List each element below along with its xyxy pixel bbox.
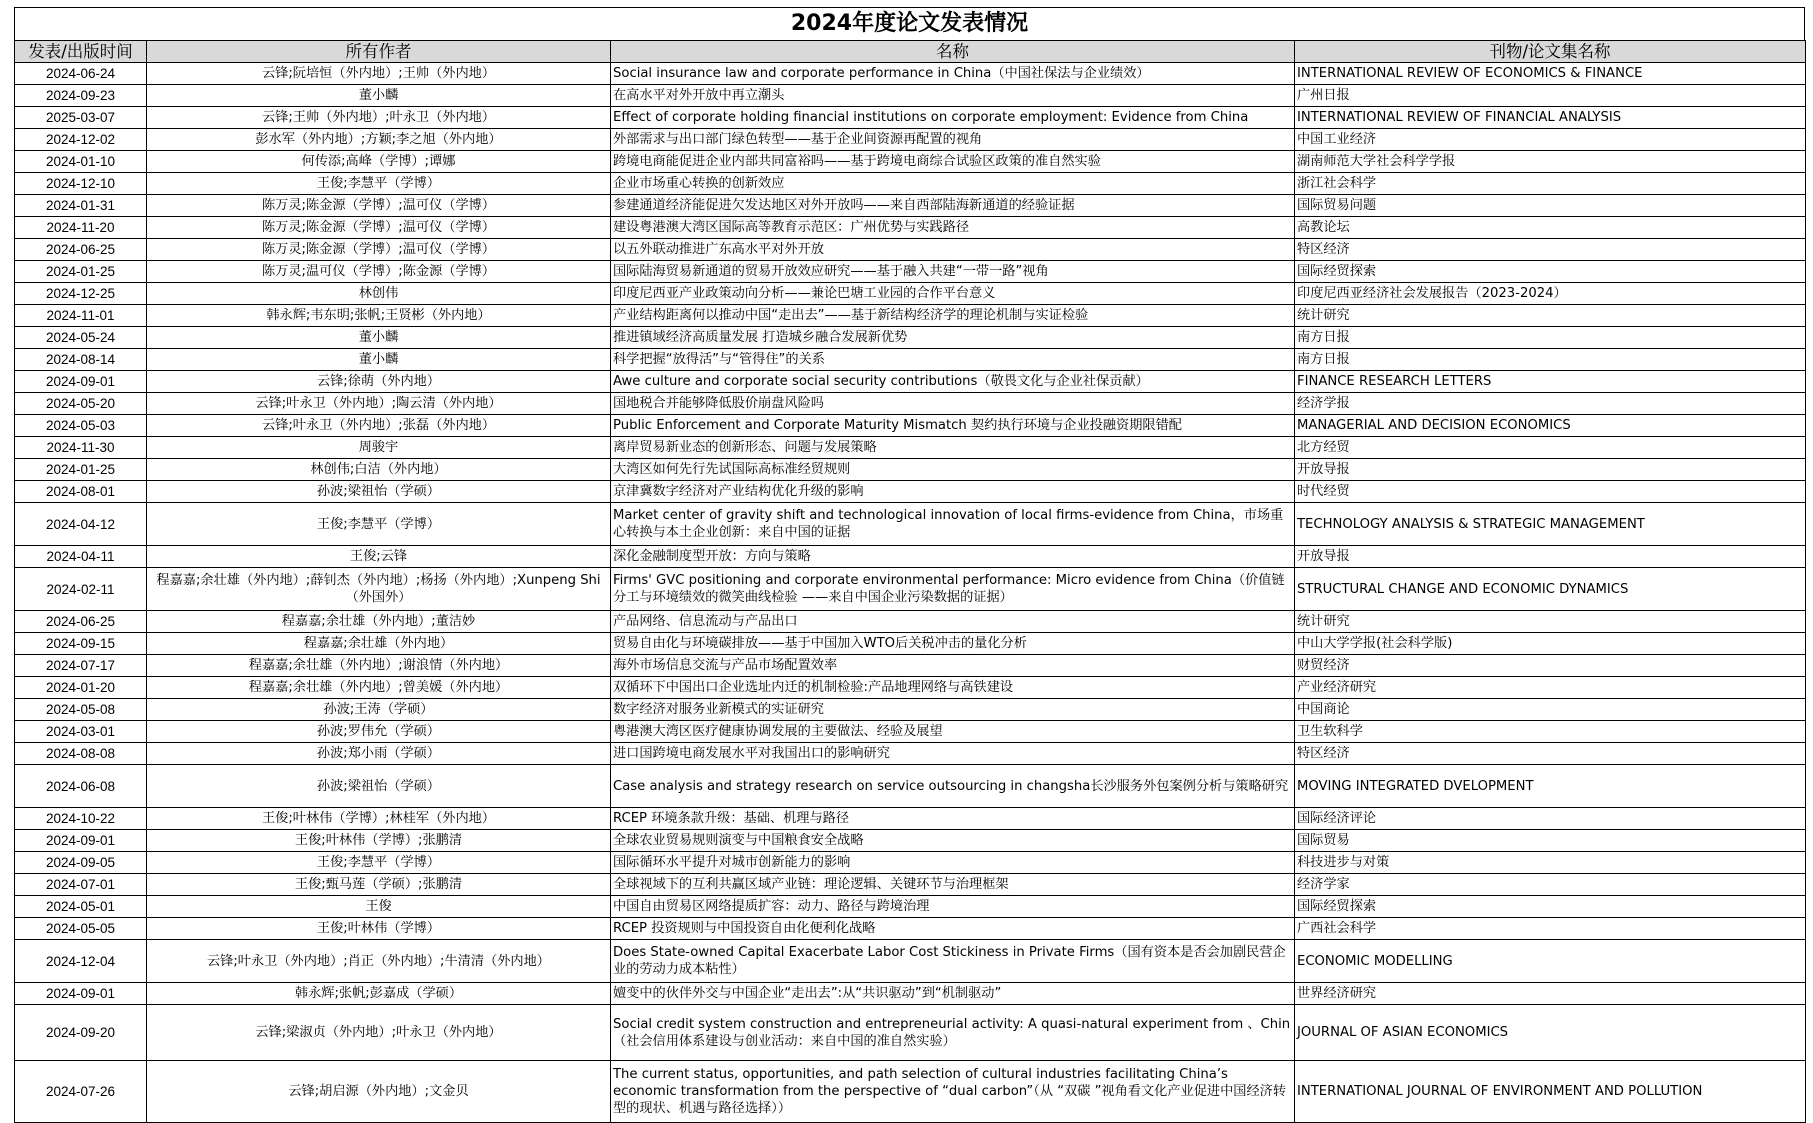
cell-date[interactable]: 2024-09-15 <box>15 633 147 655</box>
cell-authors[interactable]: 林创伟 <box>147 283 611 305</box>
table-row <box>15 918 1806 940</box>
cell-name[interactable]: 粤港澳大湾区医疗健康协调发展的主要做法、经验及展望 <box>611 721 1295 743</box>
cell-publication[interactable]: 南方日报 <box>1295 349 1806 371</box>
cell-authors[interactable]: 韩永辉;韦东明;张帆;王贤彬（外内地） <box>147 305 611 327</box>
table-body <box>15 63 1806 1123</box>
cell-date[interactable]: 2024-11-01 <box>15 305 147 327</box>
cell-authors[interactable]: 孙波;梁祖怡（学硕） <box>147 481 611 503</box>
cell-authors[interactable]: 云锋;梁淑贞（外内地）;叶永卫（外内地） <box>147 1005 611 1061</box>
cell-authors[interactable]: 云锋;叶永卫（外内地）;张磊（外内地） <box>147 415 611 437</box>
cell-publication[interactable]: 广西社会科学 <box>1295 918 1806 940</box>
cell-publication[interactable]: 产业经济研究 <box>1295 677 1806 699</box>
cell-name[interactable]: 推进镇域经济高质量发展 打造城乡融合发展新优势 <box>611 327 1295 349</box>
cell-name[interactable]: 以五外联动推进广东高水平对外开放 <box>611 239 1295 261</box>
header-row <box>15 41 1806 63</box>
cell-publication[interactable]: MOVING INTEGRATED DVELOPMENT <box>1295 765 1806 808</box>
table-row <box>15 371 1806 393</box>
cell-date[interactable]: 2024-05-03 <box>15 415 147 437</box>
table-row <box>15 611 1806 633</box>
cell-publication[interactable]: 开放导报 <box>1295 459 1806 481</box>
cell-name[interactable]: 企业市场重心转换的创新效应 <box>611 173 1295 195</box>
cell-name[interactable]: 海外市场信息交流与产品市场配置效率 <box>611 655 1295 677</box>
table-row <box>15 940 1806 983</box>
cell-date[interactable]: 2024-09-05 <box>15 852 147 874</box>
cell-date[interactable]: 2024-12-04 <box>15 940 147 983</box>
cell-date[interactable]: 2024-05-20 <box>15 393 147 415</box>
cell-authors[interactable]: 彭水军（外内地）;方颖;李之旭（外内地） <box>147 129 611 151</box>
cell-name[interactable]: 全球农业贸易规则演变与中国粮食安全战略 <box>611 830 1295 852</box>
cell-authors[interactable]: 林创伟;白洁（外内地） <box>147 459 611 481</box>
cell-name[interactable]: Public Enforcement and Corporate Maturity Mismatch 契约执行环境与企业投融资期限错配 <box>611 415 1295 437</box>
cell-name[interactable]: 双循环下中国出口企业选址内迁的机制检验:产品地理网络与高铁建设 <box>611 677 1295 699</box>
cell-date[interactable]: 2024-12-10 <box>15 173 147 195</box>
cell-name[interactable]: 印度尼西亚产业政策动向分析——兼论巴塘工业园的合作平台意义 <box>611 283 1295 305</box>
cell-authors[interactable]: 陈万灵;陈金源（学博）;温可仪（学博） <box>147 217 611 239</box>
table-row <box>15 503 1806 546</box>
cell-date[interactable]: 2024-06-25 <box>15 239 147 261</box>
cell-publication[interactable]: 广州日报 <box>1295 85 1806 107</box>
cell-publication[interactable]: 卫生软科学 <box>1295 721 1806 743</box>
cell-date[interactable]: 2024-09-01 <box>15 830 147 852</box>
cell-date[interactable]: 2024-12-25 <box>15 283 147 305</box>
sheet-title: 2024年度论文发表情况 <box>14 7 1805 40</box>
cell-name[interactable]: 进口国跨境电商发展水平对我国出口的影响研究 <box>611 743 1295 765</box>
cell-publication[interactable]: INTERNATIONAL REVIEW OF FINANCIAL ANALYSIS <box>1295 107 1806 129</box>
table-row <box>15 743 1806 765</box>
spreadsheet <box>14 7 1805 1123</box>
cell-name[interactable]: 建设粤港澳大湾区国际高等教育示范区：广州优势与实践路径 <box>611 217 1295 239</box>
table-row <box>15 151 1806 173</box>
cell-name[interactable]: Firms' GVC positioning and corporate environmental performance: Micro evidence from China（价值链分工与环境绩效的微笑曲线检验 ——来自中国企业污染数据的证据） <box>611 568 1295 611</box>
cell-name[interactable]: 嬗变中的伙伴外交与中国企业“走出去”:从“共识驱动”到“机制驱动” <box>611 983 1295 1005</box>
cell-publication[interactable]: 浙江社会科学 <box>1295 173 1806 195</box>
cell-name[interactable]: Effect of corporate holding financial institutions on corporate employment: Evidence from China <box>611 107 1295 129</box>
cell-publication[interactable]: 统计研究 <box>1295 611 1806 633</box>
cell-date[interactable]: 2024-11-30 <box>15 437 147 459</box>
cell-authors[interactable]: 程嘉嘉;余壮雄（外内地）;董洁妙 <box>147 611 611 633</box>
cell-name[interactable]: 京津冀数字经济对产业结构优化升级的影响 <box>611 481 1295 503</box>
cell-name[interactable]: 深化金融制度型开放：方向与策略 <box>611 546 1295 568</box>
cell-publication[interactable]: TECHNOLOGY ANALYSIS & STRATEGIC MANAGEMENT <box>1295 503 1806 546</box>
cell-authors[interactable]: 王俊;叶林伟（学博） <box>147 918 611 940</box>
cell-name[interactable]: The current status, opportunities, and path selection of cultural industries facilitating China’s economic transformation from the perspective of “dual carbon”（从 “双碳 ”视角看文化产业促进中国经济转型的现状、机遇与路径选择）） <box>611 1061 1295 1123</box>
cell-authors[interactable]: 王俊 <box>147 896 611 918</box>
cell-authors[interactable]: 王俊;云锋 <box>147 546 611 568</box>
table-row <box>15 699 1806 721</box>
cell-date[interactable]: 2024-09-20 <box>15 1005 147 1061</box>
table-row <box>15 437 1806 459</box>
cell-name[interactable]: Awe culture and corporate social security contributions（敬畏文化与企业社保贡献） <box>611 371 1295 393</box>
cell-date[interactable]: 2024-05-01 <box>15 896 147 918</box>
cell-publication[interactable]: 经济学报 <box>1295 393 1806 415</box>
table-row <box>15 983 1806 1005</box>
table-row <box>15 677 1806 699</box>
cell-authors[interactable]: 王俊;叶林伟（学博）;林桂军（外内地） <box>147 808 611 830</box>
cell-name[interactable]: 跨境电商能促进企业内部共同富裕吗——基于跨境电商综合试验区政策的准自然实验 <box>611 151 1295 173</box>
cell-publication[interactable]: STRUCTURAL CHANGE AND ECONOMIC DYNAMICS <box>1295 568 1806 611</box>
cell-name[interactable]: Does State-owned Capital Exacerbate Labor Cost Stickiness in Private Firms（国有资本是否会加剧民营企业的劳动力成本粘性） <box>611 940 1295 983</box>
cell-name[interactable]: 中国自由贸易区网络提质扩容：动力、路径与跨境治理 <box>611 896 1295 918</box>
table-row <box>15 327 1806 349</box>
cell-date[interactable]: 2024-04-12 <box>15 503 147 546</box>
table-row <box>15 1005 1806 1061</box>
cell-name[interactable]: Social credit system construction and entrepreneurial activity: A quasi-natural experiment from 、Chin（社会信用体系建设与创业活动：来自中国的准自然实验） <box>611 1005 1295 1061</box>
cell-authors[interactable]: 程嘉嘉;余壮雄（外内地）;谢浪情（外内地） <box>147 655 611 677</box>
table-row <box>15 129 1806 151</box>
cell-authors[interactable]: 陈万灵;陈金源（学博）;温可仪（学博） <box>147 239 611 261</box>
cell-name[interactable]: 贸易自由化与环境碳排放——基于中国加入WTO后关税冲击的量化分析 <box>611 633 1295 655</box>
cell-authors[interactable]: 何传添;高峰（学博）;谭娜 <box>147 151 611 173</box>
table-row <box>15 896 1806 918</box>
table-row <box>15 239 1806 261</box>
cell-authors[interactable]: 董小麟 <box>147 327 611 349</box>
cell-authors[interactable]: 董小麟 <box>147 349 611 371</box>
cell-publication[interactable]: ECONOMIC MODELLING <box>1295 940 1806 983</box>
cell-publication[interactable]: 北方经贸 <box>1295 437 1806 459</box>
cell-publication[interactable]: INTERNATIONAL REVIEW OF ECONOMICS & FINANCE <box>1295 63 1806 85</box>
table-row <box>15 568 1806 611</box>
cell-name[interactable]: 产业结构距离何以推动中国“走出去”——基于新结构经济学的理论机制与实证检验 <box>611 305 1295 327</box>
cell-publication[interactable]: 湖南师范大学社会科学学报 <box>1295 151 1806 173</box>
cell-publication[interactable]: 高教论坛 <box>1295 217 1806 239</box>
cell-date[interactable]: 2024-05-08 <box>15 699 147 721</box>
cell-publication[interactable]: 国际经贸探索 <box>1295 261 1806 283</box>
table-row <box>15 830 1806 852</box>
cell-authors[interactable]: 程嘉嘉;余壮雄（外内地）;曾美媛（外内地） <box>147 677 611 699</box>
cell-name[interactable]: Market center of gravity shift and technological innovation of local firms-evidence from China，市场重心转换与本土企业创新：来自中国的证据 <box>611 503 1295 546</box>
cell-date[interactable]: 2024-02-11 <box>15 568 147 611</box>
table-row <box>15 173 1806 195</box>
cell-authors[interactable]: 云锋;徐萌（外内地） <box>147 371 611 393</box>
cell-publication[interactable]: 科技进步与对策 <box>1295 852 1806 874</box>
cell-publication[interactable]: 国际经济评论 <box>1295 808 1806 830</box>
cell-date[interactable]: 2024-03-01 <box>15 721 147 743</box>
table-row <box>15 765 1806 808</box>
table-row <box>15 393 1806 415</box>
table-row <box>15 481 1806 503</box>
cell-name[interactable]: 在高水平对外开放中再立潮头 <box>611 85 1295 107</box>
table-row <box>15 349 1806 371</box>
table-row <box>15 874 1806 896</box>
cell-date[interactable]: 2024-09-01 <box>15 371 147 393</box>
cell-publication[interactable]: 国际贸易 <box>1295 830 1806 852</box>
cell-name[interactable]: 国地税合并能够降低股价崩盘风险吗 <box>611 393 1295 415</box>
table-row <box>15 633 1806 655</box>
cell-publication[interactable]: 经济学家 <box>1295 874 1806 896</box>
header-publication[interactable]: 刊物/论文集名称 <box>1295 41 1806 63</box>
table-row <box>15 1061 1806 1123</box>
table-row <box>15 655 1806 677</box>
table-row <box>15 305 1806 327</box>
cell-date[interactable]: 2024-08-08 <box>15 743 147 765</box>
cell-publication[interactable]: 印度尼西亚经济社会发展报告（2023-2024） <box>1295 283 1806 305</box>
cell-publication[interactable]: 特区经济 <box>1295 239 1806 261</box>
cell-date[interactable]: 2024-01-25 <box>15 459 147 481</box>
cell-date[interactable]: 2024-07-26 <box>15 1061 147 1123</box>
cell-date[interactable]: 2024-09-01 <box>15 983 147 1005</box>
cell-date[interactable]: 2024-01-25 <box>15 261 147 283</box>
cell-name[interactable]: 参建通道经济能促进欠发达地区对外开放吗——来自西部陆海新通道的经验证据 <box>611 195 1295 217</box>
cell-publication[interactable]: 南方日报 <box>1295 327 1806 349</box>
cell-publication[interactable]: 国际经贸探索 <box>1295 896 1806 918</box>
cell-date[interactable]: 2024-07-01 <box>15 874 147 896</box>
cell-date[interactable]: 2024-01-20 <box>15 677 147 699</box>
cell-publication[interactable]: 统计研究 <box>1295 305 1806 327</box>
cell-publication[interactable]: 时代经贸 <box>1295 481 1806 503</box>
cell-name[interactable]: RCEP 投资规则与中国投资自由化便利化战略 <box>611 918 1295 940</box>
cell-authors[interactable]: 周骏宇 <box>147 437 611 459</box>
cell-publication[interactable]: 特区经济 <box>1295 743 1806 765</box>
cell-date[interactable]: 2024-05-24 <box>15 327 147 349</box>
cell-date[interactable]: 2024-06-08 <box>15 765 147 808</box>
cell-publication[interactable]: FINANCE RESEARCH LETTERS <box>1295 371 1806 393</box>
cell-date[interactable]: 2024-06-24 <box>15 63 147 85</box>
cell-date[interactable]: 2024-04-11 <box>15 546 147 568</box>
table-row <box>15 283 1806 305</box>
cell-date[interactable]: 2024-05-05 <box>15 918 147 940</box>
cell-date[interactable]: 2024-01-10 <box>15 151 147 173</box>
papers-table <box>14 40 1806 1123</box>
cell-publication[interactable]: 中山大学学报(社会科学版) <box>1295 633 1806 655</box>
cell-date[interactable]: 2024-11-20 <box>15 217 147 239</box>
table-row <box>15 852 1806 874</box>
cell-authors[interactable]: 王俊;李慧平（学博） <box>147 852 611 874</box>
cell-publication[interactable]: 开放导报 <box>1295 546 1806 568</box>
cell-authors[interactable]: 王俊;李慧平（学博） <box>147 503 611 546</box>
cell-date[interactable]: 2024-12-02 <box>15 129 147 151</box>
cell-authors[interactable]: 云锋;叶永卫（外内地）;肖正（外内地）;牛清清（外内地） <box>147 940 611 983</box>
cell-name[interactable]: 全球视域下的互利共赢区域产业链：理论逻辑、关键环节与治理框架 <box>611 874 1295 896</box>
cell-publication[interactable]: 财贸经济 <box>1295 655 1806 677</box>
cell-authors[interactable]: 孙波;罗伟允（学硕） <box>147 721 611 743</box>
cell-name[interactable]: 科学把握“放得活”与“管得住”的关系 <box>611 349 1295 371</box>
table-row <box>15 107 1806 129</box>
cell-authors[interactable]: 王俊;甄马莲（学硕）;张鹏清 <box>147 874 611 896</box>
cell-name[interactable]: Case analysis and strategy research on service outsourcing in changsha长沙服务外包案例分析与策略研究 <box>611 765 1295 808</box>
table-row <box>15 261 1806 283</box>
cell-authors[interactable]: 云锋;王帅（外内地）;叶永卫（外内地） <box>147 107 611 129</box>
cell-authors[interactable]: 王俊;叶林伟（学博）;张鹏清 <box>147 830 611 852</box>
cell-date[interactable]: 2024-01-31 <box>15 195 147 217</box>
cell-authors[interactable]: 董小麟 <box>147 85 611 107</box>
cell-name[interactable]: 国际循环水平提升对城市创新能力的影响 <box>611 852 1295 874</box>
cell-name[interactable]: RCEP 环境条款升级：基础、机理与路径 <box>611 808 1295 830</box>
cell-date[interactable]: 2024-07-17 <box>15 655 147 677</box>
header-authors[interactable]: 所有作者 <box>147 41 611 63</box>
cell-publication[interactable]: 中国工业经济 <box>1295 129 1806 151</box>
table-row <box>15 459 1806 481</box>
table-row <box>15 415 1806 437</box>
table-row <box>15 808 1806 830</box>
cell-publication[interactable]: INTERNATIONAL JOURNAL OF ENVIRONMENT AND POLLUTION <box>1295 1061 1806 1123</box>
header-date[interactable]: 发表/出版时间 <box>15 41 147 63</box>
cell-publication[interactable]: JOURNAL OF ASIAN ECONOMICS <box>1295 1005 1806 1061</box>
table-row <box>15 85 1806 107</box>
cell-name[interactable]: 离岸贸易新业态的创新形态、问题与发展策略 <box>611 437 1295 459</box>
cell-name[interactable]: 国际陆海贸易新通道的贸易开放效应研究——基于融入共建“一带一路”视角 <box>611 261 1295 283</box>
cell-publication[interactable]: 世界经济研究 <box>1295 983 1806 1005</box>
cell-authors[interactable]: 程嘉嘉;余壮雄（外内地）;薛钊杰（外内地）;杨扬（外内地）;Xunpeng Shi（外国外） <box>147 568 611 611</box>
cell-authors[interactable]: 孙波;梁祖怡（学硕） <box>147 765 611 808</box>
cell-name[interactable]: 大湾区如何先行先试国际高标准经贸规则 <box>611 459 1295 481</box>
cell-authors[interactable]: 孙波;王涛（学硕） <box>147 699 611 721</box>
cell-authors[interactable]: 云锋;胡启源（外内地）;文金贝 <box>147 1061 611 1123</box>
table-row <box>15 195 1806 217</box>
cell-authors[interactable]: 程嘉嘉;余壮雄（外内地） <box>147 633 611 655</box>
cell-date[interactable]: 2024-08-01 <box>15 481 147 503</box>
cell-authors[interactable]: 韩永辉;张帆;彭嘉成（学硕） <box>147 983 611 1005</box>
cell-publication[interactable]: MANAGERIAL AND DECISION ECONOMICS <box>1295 415 1806 437</box>
table-row <box>15 546 1806 568</box>
cell-date[interactable]: 2024-10-22 <box>15 808 147 830</box>
cell-name[interactable]: 外部需求与出口部门绿色转型——基于企业间资源再配置的视角 <box>611 129 1295 151</box>
cell-date[interactable]: 2024-09-23 <box>15 85 147 107</box>
cell-date[interactable]: 2024-06-25 <box>15 611 147 633</box>
cell-name[interactable]: 产品网络、信息流动与产品出口 <box>611 611 1295 633</box>
cell-authors[interactable]: 王俊;李慧平（学博） <box>147 173 611 195</box>
cell-name[interactable]: 数字经济对服务业新模式的实证研究 <box>611 699 1295 721</box>
cell-name[interactable]: Social insurance law and corporate performance in China（中国社保法与企业绩效） <box>611 63 1295 85</box>
table-row <box>15 63 1806 85</box>
table-row <box>15 217 1806 239</box>
cell-authors[interactable]: 陈万灵;温可仪（学博）;陈金源（学博） <box>147 261 611 283</box>
cell-authors[interactable]: 云锋;阮培恒（外内地）;王帅（外内地） <box>147 63 611 85</box>
cell-publication[interactable]: 国际贸易问题 <box>1295 195 1806 217</box>
header-name[interactable]: 名称 <box>611 41 1295 63</box>
cell-authors[interactable]: 云锋;叶永卫（外内地）;陶云清（外内地） <box>147 393 611 415</box>
table-row <box>15 721 1806 743</box>
cell-authors[interactable]: 陈万灵;陈金源（学博）;温可仪（学博） <box>147 195 611 217</box>
cell-authors[interactable]: 孙波;郑小雨（学硕） <box>147 743 611 765</box>
cell-date[interactable]: 2024-08-14 <box>15 349 147 371</box>
cell-publication[interactable]: 中国商论 <box>1295 699 1806 721</box>
cell-date[interactable]: 2025-03-07 <box>15 107 147 129</box>
